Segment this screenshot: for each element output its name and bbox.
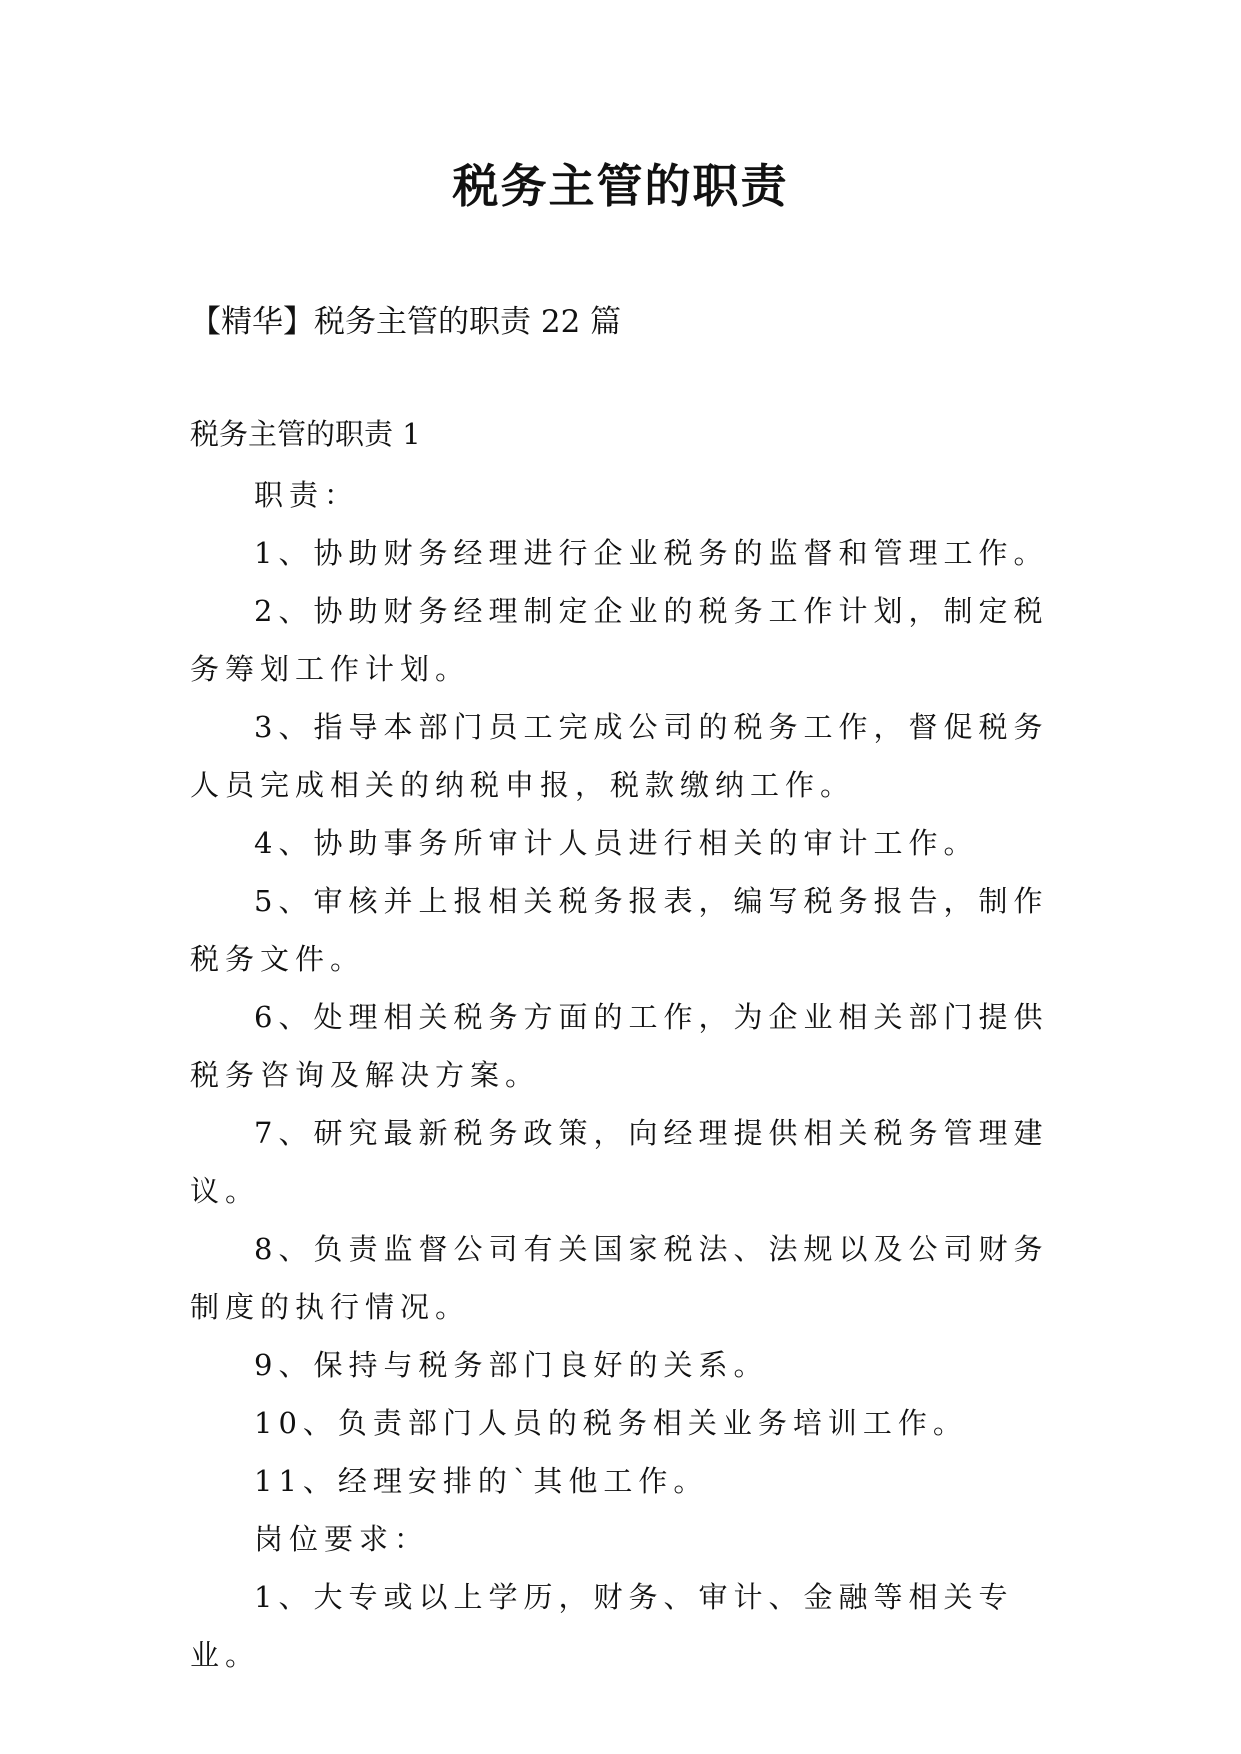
paragraph: 岗位要求：	[254, 1522, 430, 1556]
paragraph: 职责：	[254, 478, 360, 512]
section-heading: 税务主管的职责 1	[190, 417, 421, 451]
paragraph: 11、经理安排的`其他工作。	[254, 1464, 709, 1498]
paragraph: 5、审核并上报相关税务报表，编写税务报告，制作税务文件。	[190, 884, 1049, 976]
paragraph: 8、负责监督公司有关国家税法、法规以及公司财务制度的执行情况。	[190, 1232, 1049, 1324]
paragraph: 6、处理相关税务方面的工作，为企业相关部门提供税务咨询及解决方案。	[190, 1000, 1049, 1092]
document-subtitle: 【精华】税务主管的职责 22 篇	[190, 304, 622, 340]
document-body	[190, 466, 1060, 1684]
paragraph: 1、协助财务经理进行企业税务的监督和管理工作。	[254, 536, 1049, 570]
paragraph: 2、协助财务经理制定企业的税务工作计划，制定税务筹划工作计划。	[190, 594, 1049, 686]
paragraph: 9、保持与税务部门良好的关系。	[254, 1348, 769, 1382]
paragraph: 3、指导本部门员工完成公司的税务工作，督促税务人员完成相关的纳税申报，税款缴纳工作。	[190, 710, 1049, 802]
paragraph: 4、协助事务所审计人员进行相关的审计工作。	[254, 826, 979, 860]
paragraph: 10、负责部门人员的税务相关业务培训工作。	[254, 1406, 968, 1440]
paragraph: 1、大专或以上学历，财务、审计、金融等相关专业。	[190, 1580, 1014, 1672]
paragraph: 7、研究最新税务政策，向经理提供相关税务管理建议。	[190, 1116, 1049, 1208]
document-title: 税务主管的职责	[452, 159, 789, 213]
